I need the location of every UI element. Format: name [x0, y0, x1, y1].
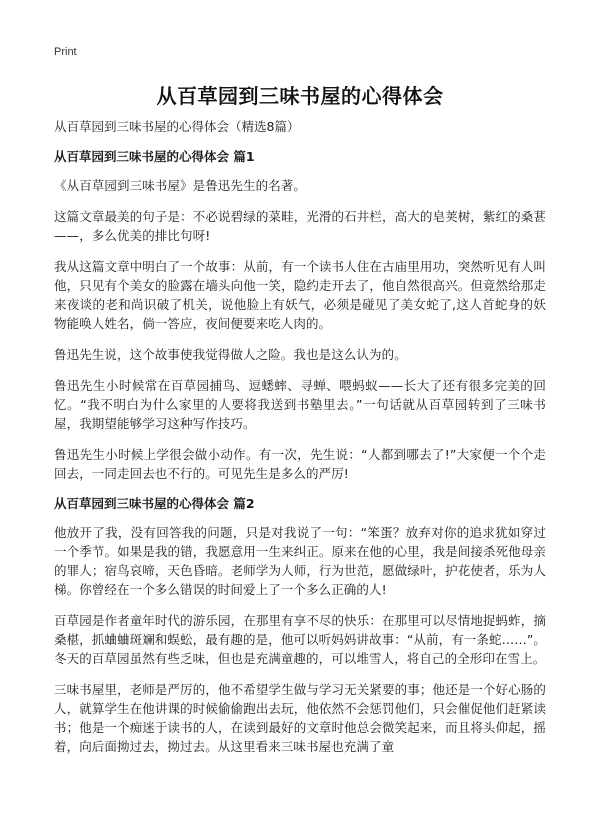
article-subtitle: 从百草园到三味书屋的心得体会（精选8篇） — [54, 119, 300, 134]
page-title: 从百草园到三味书屋的心得体会 — [156, 84, 444, 108]
paragraph: 鲁迅先生小时候常在百草园捕鸟、逗蟋蟀、寻蝉、喂蚂蚁——长大了还有很多完美的回忆。“我不明白为什么家里的人要将我送到书塾里去。”一句话就从百草园转到了三味书屋，我期望能够学习这种写作技巧。 — [54, 378, 546, 431]
section-heading-1: 从百草园到三味书屋的心得体会 篇1 — [54, 149, 255, 164]
paragraph: 三味书屋里，老师是严厉的，他不希望学生做与学习无关紧要的事；他还是一个好心肠的人，就算学生在他讲课的时候偷偷跑出去玩，他依然不会惩罚他们，只会催促他们赶紧读书；他是一个痴迷于读书的人，在读到最好的文章时他总会微笑起来，而且将头仰起，摇着，向后面拗过去，拗过去。从这里看来三味书屋也充满了童 — [54, 682, 546, 754]
paragraph: 这篇文章最美的句子是：不必说碧绿的菜畦，光滑的石井栏，高大的皂荚树，紫红的桑葚——，多么优美的排比句呀! — [54, 209, 546, 243]
section-heading-2: 从百草园到三味书屋的心得体会 篇2 — [54, 496, 255, 511]
print-link[interactable]: Print — [54, 46, 77, 58]
paragraph: 鲁迅先生说，这个故事使我觉得做人之险。我也是这么认为的。 — [54, 347, 407, 362]
paragraph: 鲁迅先生小时候上学很会做小动作。有一次，先生说：“人都到哪去了!”大家便一个个走回去，一同走回去也不行的。可见先生是多么的严厉! — [54, 447, 546, 481]
paragraph: 他放开了我，没有回答我的问题，只是对我说了一句：“笨蛋？放弃对你的追求犹如穿过一个季节。如果是我的错，我愿意用一生来纠正。原来在他的心里，我是间接杀死他母亲的罪人；宿鸟哀啼，天色昏暗。老师学为人师，行为世范，愿做绿叶，护花使者，乐为人梯。你曾经在一个多么错误的时间爱上了一个多么正确的人! — [54, 525, 546, 597]
paragraph: 百草园是作者童年时代的游乐园，在那里有享不尽的快乐：在那里可以尽情地捉蚂蚱，摘桑椹，抓蛐蛐斑斓和蜈蚣，最有趣的是，他可以听妈妈讲故事：“从前，有一条蛇……”。冬天的百草园虽然有些乏味，但也是充满童趣的，可以堆雪人，将自己的全形印在雪上。 — [54, 613, 546, 666]
paragraph: 《从百草园到三味书屋》是鲁迅先生的名著。 — [54, 178, 307, 193]
paragraph: 我从这篇文章中明白了一个故事：从前，有一个读书人住在古庙里用功，突然听见有人叫他，只见有个美女的脸露在墙头向他一笑，隐约走开去了，他自然很高兴。但竟然给那走来夜谈的老和尚识破了机关，说他脸上有妖气，必须是碰见了美女蛇了,这人首蛇身的妖物能唤人姓名，倘一答应，夜间便要来吃人肉的。 — [54, 259, 546, 331]
article-body — [54, 118, 546, 768]
